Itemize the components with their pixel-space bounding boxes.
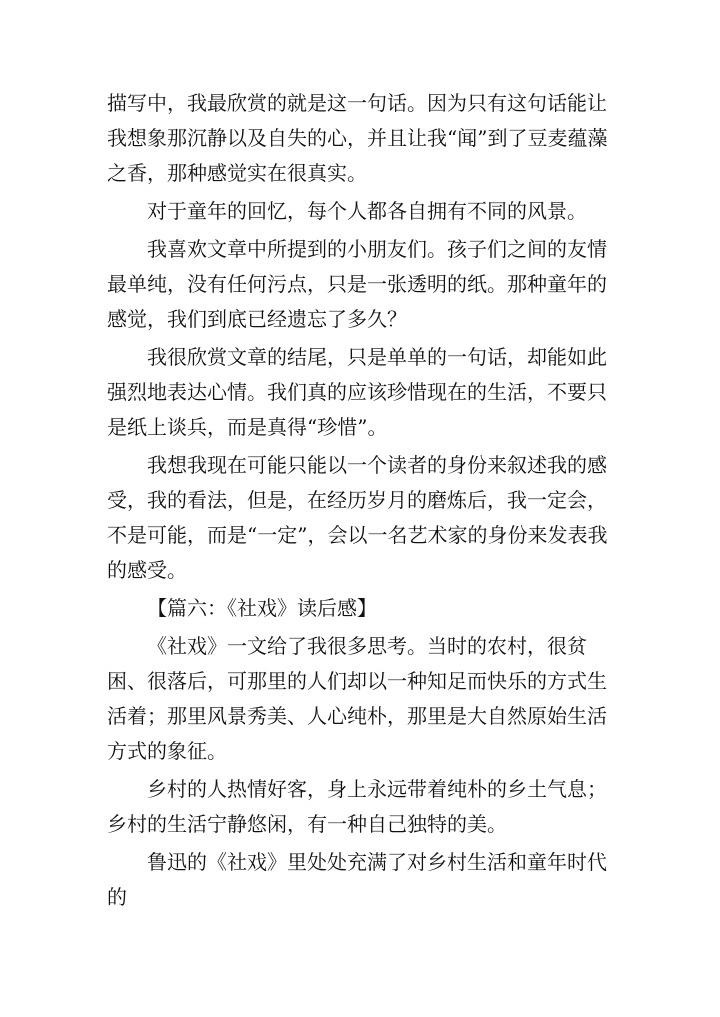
paragraph-7: 《社戏》一文给了我很多思考。当时的农村，很贫困、很落后，可那里的人们却以一种知足而快乐的方式生活着；那里风景秀美、人心纯朴，那里是大自然原始生活方式的象征。 [107, 634, 607, 763]
paragraph-5: 我想我现在可能只能以一个读者的身份来叙述我的感受，我的看法，但是，在经历岁月的磨炼后，我一定会，不是可能，而是“一定”，会以一名艺术家的身份来发表我的感受。 [107, 453, 608, 582]
paragraph-4: 我很欣赏文章的结尾，只是单单的一句话，却能如此强烈地表达心情。我们真的应该珍惜现在的生活，不要只是纸上谈兵，而是真得“珍惜”。 [107, 345, 607, 439]
section-heading: 【篇六：《社戏》读后感】 [147, 596, 377, 620]
paragraph-8: 乡村的人热情好客，身上永远带着纯朴的乡土气息；乡村的生活宁静悠闲，有一种自己独特的美。 [107, 777, 607, 836]
paragraph-2: 对于童年的回忆，每个人都各自拥有不同的风景。 [147, 199, 587, 223]
paragraph-9: 鲁迅的《社戏》里处处充满了对乡村生活和童年时代的 [107, 850, 607, 909]
document-page [107, 86, 615, 915]
paragraph-3: 我喜欢文章中所提到的小朋友们。孩子们之间的友情最单纯，没有任何污点，只是一张透明的纸。那种童年的感觉，我们到底已经遗忘了多久？ [107, 237, 607, 331]
paragraph-1: 描写中，我最欣赏的就是这一句话。因为只有这句话能让我想象那沉静以及自失的心，并且让我“闻”到了豆麦蕴藻之香，那种感觉实在很真实。 [107, 91, 608, 185]
